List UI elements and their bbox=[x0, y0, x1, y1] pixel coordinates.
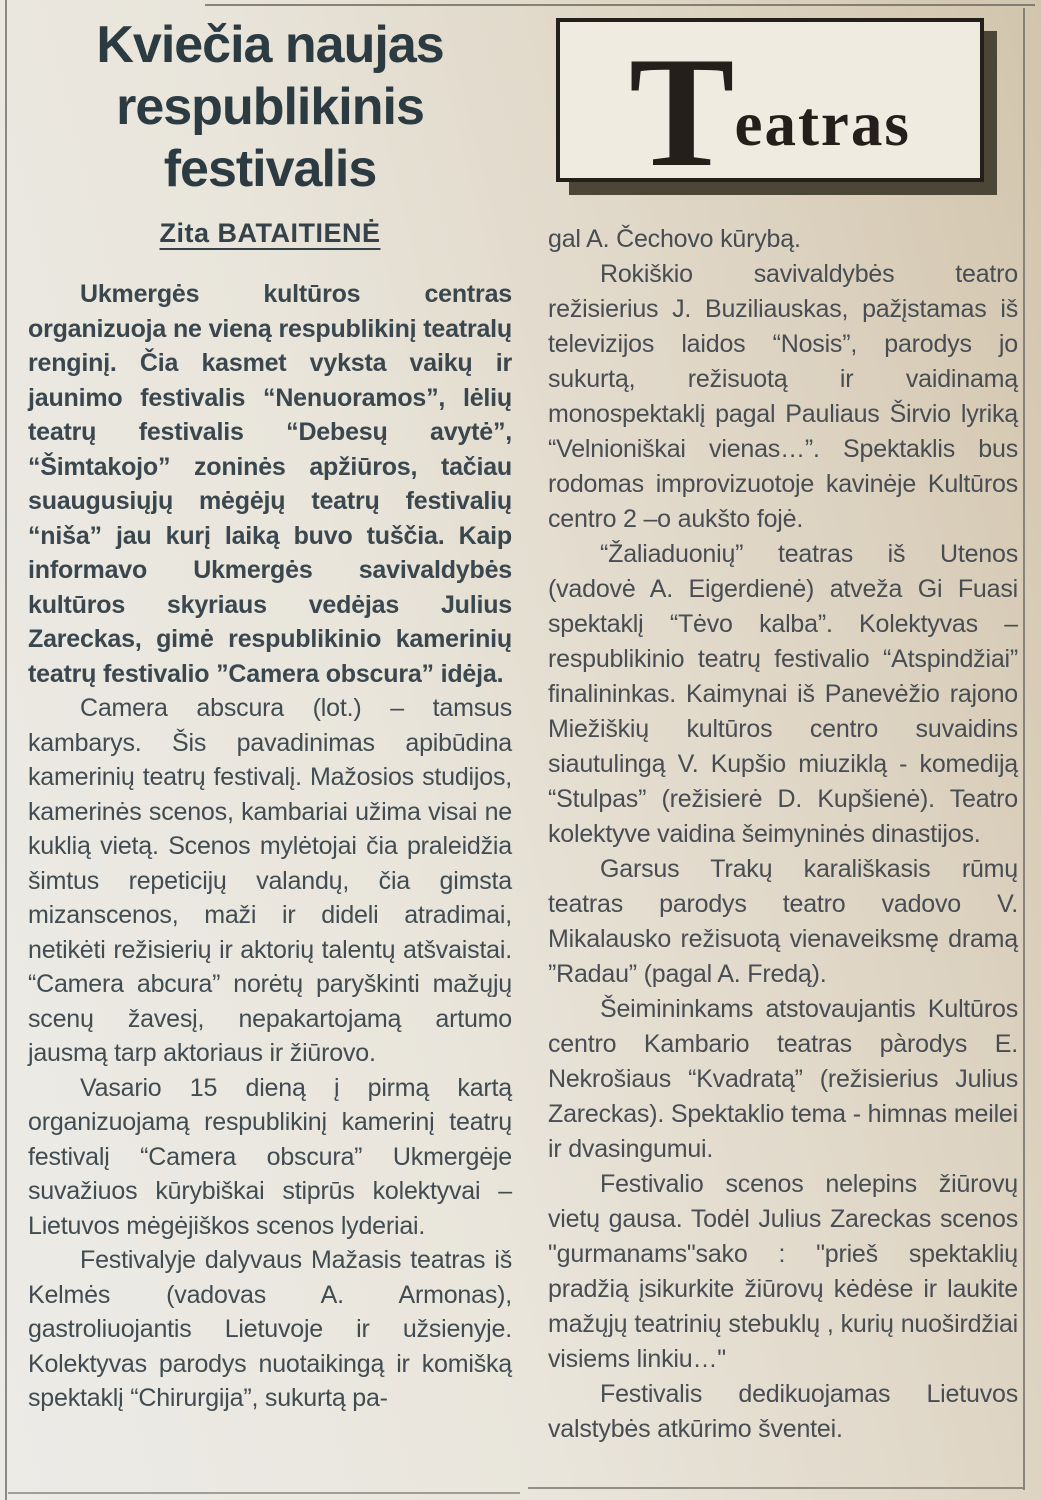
body-paragraph: Vasario 15 dieną į pirmą kartą organizuojamą respublikinį kamerinį teatrų festivalį “Camera obscura” Ukmergėje suvažiuos kūrybiškai stiprūs kolektyvai – Lietuvos mėgėjiškos scenos lyderiai. bbox=[28, 1073, 512, 1240]
body-paragraph: Camera abscura (lot.) – tamsus kambarys. Šis pavadinimas apibūdina kamerinių teatrų festivalį. Mažosios studijos, kamerinės scenos, kambariai užima visai ne kuklią vietą. Scenos mylėtojai čia praleidžia šimtus repeticijų valandų, čia gimsta mizanscenos, maži ir dideli atradimai, netikėti režisierių ir aktorių talentų atšvaistai. “Camera abcura” norėtų paryškinti mažųjų scenų žavesį, nepakartojamą artumo jausmą tarp aktoriaus ir žiūrovo. bbox=[28, 694, 512, 1067]
section-title-text: eatras bbox=[734, 89, 911, 159]
drop-cap-initial: T bbox=[629, 25, 735, 200]
article-column-right bbox=[548, 18, 1018, 1447]
article-column-left bbox=[28, 8, 512, 1416]
body-paragraph: Garsus Trakų karališkasis rūmų teatras parodys teatro vadovo V. Mikalausko režisuotą vienaveiksmę dramą ”Radau” (pagal A. Fredą). bbox=[548, 855, 1018, 988]
rule-top-edge bbox=[205, 4, 1035, 6]
body-paragraph: Festivalyje dalyvaus Mažasis teatras iš Kelmės (vadovas A. Armonas), gastroliuojantis Lietuvoje ir užsienyje. Kolektyvas parodys nuotaikingą ir komišką spektaklį “Chirurgija”, sukurtą pa- bbox=[28, 1246, 512, 1412]
body-paragraph: “Žaliaduonių” teatras iš Utenos (vadovė A. Eigerdienė) atveža Gi Fuasi spektaklį “Tėvo kalba”. Kolektyvas – respublikinio teatrų festivalio “Atspindžiai” finalininkas. Kaimynai iš Panevėžio rajono Miežiškių kultūros centro suvaidins siautulingą V. Kupšio miuziklą - komediją “Stulpas” (režisierė D. Kupšienė). Teatro kolektyve vaidina šeimyninės dinastijos. bbox=[548, 540, 1018, 848]
rule-bottom-left bbox=[8, 1492, 520, 1494]
right-body bbox=[548, 222, 1018, 1447]
byline: Zita BATAITIENĖ bbox=[159, 218, 381, 248]
body-paragraph: Festivalis dedikuojamas Lietuvos valstybės atkūrimo šventei. bbox=[548, 1380, 1018, 1443]
body-paragraph: gal A. Čechovo kūrybą. bbox=[548, 225, 801, 253]
body-paragraph: Ukmergės kultūros centras organizuoja ne vieną respublikinį teatralų renginį. Čia kasmet vyksta vaikų ir jaunimo festivalis “Nenuoramos”, lėlių teatrų festivalis “Debesų avytė”, “Šimtakojo” zoninės apžiūros, tačiau suaugusiųjų mėgėjų teatrų festivalių “niša” jau kurį laiką buvo tuščia. Kaip informavo Ukmergės savivaldybės kultūros skyriaus vedėjas Julius Zareckas, gimė respublikinio kamerinių teatrų festivalio ”Camera obscura” idėja. bbox=[28, 280, 512, 688]
rule-bottom-right bbox=[528, 1487, 1023, 1489]
headline: Kviečia naujas respublikinis festivalis bbox=[96, 16, 444, 198]
body-paragraph: Festivalio scenos nelepins žiūrovų vietų gausa. Todėl Julius Zareckas scenos "gurmanams"sako : "prieš spektaklių pradžią įsikurkite žiūrovų kėdėse ir laukite mažųjų teatrinių stebuklų , kurių nuoširdžiai visiems linkiu…" bbox=[548, 1170, 1018, 1373]
body-paragraph: Šeimininkams atstovaujantis Kultūros centro Kambario teatras pàrodys E. Nekrošiaus “Kvadratą” (režisierius Julius Zareckas). Spektaklio tema - himnas meilei ir dvasingumui. bbox=[548, 995, 1018, 1163]
body-paragraph: Rokiškio savivaldybės teatro režisierius J. Buziliauskas, pažįstamas iš televizijos laidos “Nosis”, parodys jo sukurtą, režisuotą ir vaidinamą monospektaklį pagal Pauliaus Širvio lyriką “Velnioniškai vienas…”. Spektaklis bus rodomas improvizuotoje kavinėje Kultūros centro 2 –o aukšto fojė. bbox=[548, 260, 1018, 533]
rule-right-edge bbox=[1023, 8, 1025, 1490]
section-title-box bbox=[556, 18, 984, 200]
left-body bbox=[28, 277, 512, 1416]
rule-left-edge bbox=[5, 0, 7, 1500]
